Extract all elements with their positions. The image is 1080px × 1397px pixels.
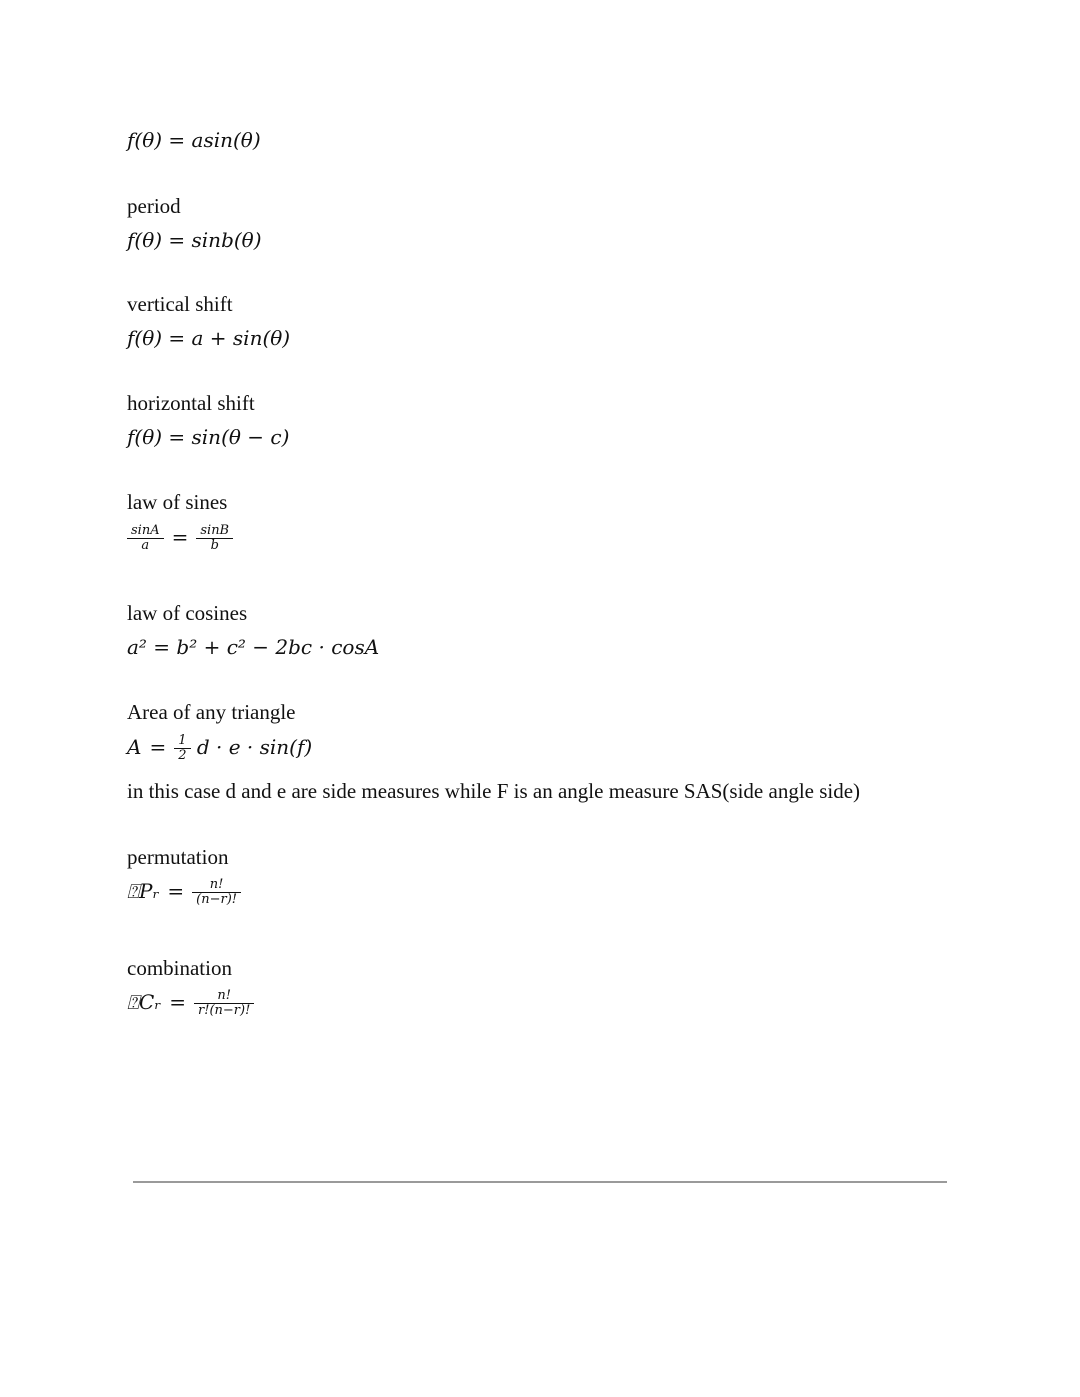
- law-of-sines-formula: [127, 524, 233, 553]
- permutation-denominator: (n−r)!: [192, 892, 241, 907]
- permutation-label: permutation: [127, 845, 229, 869]
- law-of-cosines-label: law of cosines: [127, 601, 248, 625]
- equals-sign: =: [167, 879, 185, 903]
- equals-sign: =: [171, 525, 189, 549]
- permutation-lhs: ⍰Pᵣ: [127, 879, 160, 903]
- permutation-fraction: [192, 878, 241, 907]
- sines-right-numerator: sinB: [200, 523, 230, 538]
- amplitude-formula: f(θ) = asin(θ): [127, 128, 261, 152]
- area-lhs: A: [127, 735, 142, 759]
- law-of-sines-label: law of sines: [127, 490, 228, 514]
- vertical-shift-label: vertical shift: [127, 292, 233, 316]
- area-denominator: 2: [174, 748, 190, 763]
- vertical-shift-formula: f(θ) = a + sin(θ): [127, 326, 291, 350]
- combination-fraction: [194, 989, 254, 1018]
- combination-numerator: n!: [217, 988, 231, 1003]
- combination-formula: [127, 989, 254, 1018]
- sines-left-numerator: sinA: [131, 523, 160, 538]
- combination-lhs: ⍰Cᵣ: [127, 990, 162, 1014]
- permutation-formula: [127, 878, 241, 907]
- area-note: in this case d and e are side measures while F is an angle measure SAS(side angle side): [127, 779, 861, 803]
- permutation-numerator: n!: [209, 877, 224, 892]
- equals-sign: =: [169, 990, 187, 1014]
- combination-denominator: r!(n−r)!: [194, 1003, 254, 1018]
- law-of-cosines-formula: a² = b² + c² − 2bc · cosA: [127, 635, 380, 659]
- sines-right-denominator: b: [196, 538, 233, 553]
- sines-left-denominator: a: [127, 538, 164, 553]
- area-fraction: [174, 734, 190, 763]
- sines-right-fraction: [196, 524, 233, 553]
- horizontal-shift-formula: f(θ) = sin(θ − c): [127, 425, 290, 449]
- equals-sign: =: [149, 735, 167, 759]
- sines-left-fraction: [127, 524, 164, 553]
- horizontal-shift-label: horizontal shift: [127, 391, 255, 415]
- area-label: Area of any triangle: [127, 700, 296, 724]
- period-formula: f(θ) = sinb(θ): [127, 228, 262, 252]
- period-label: period: [127, 194, 181, 218]
- combination-label: combination: [127, 956, 232, 980]
- area-formula: [127, 734, 312, 763]
- area-numerator: 1: [178, 733, 187, 748]
- area-rhs: d · e · sin(f): [196, 735, 313, 759]
- horizontal-divider: [133, 1181, 947, 1183]
